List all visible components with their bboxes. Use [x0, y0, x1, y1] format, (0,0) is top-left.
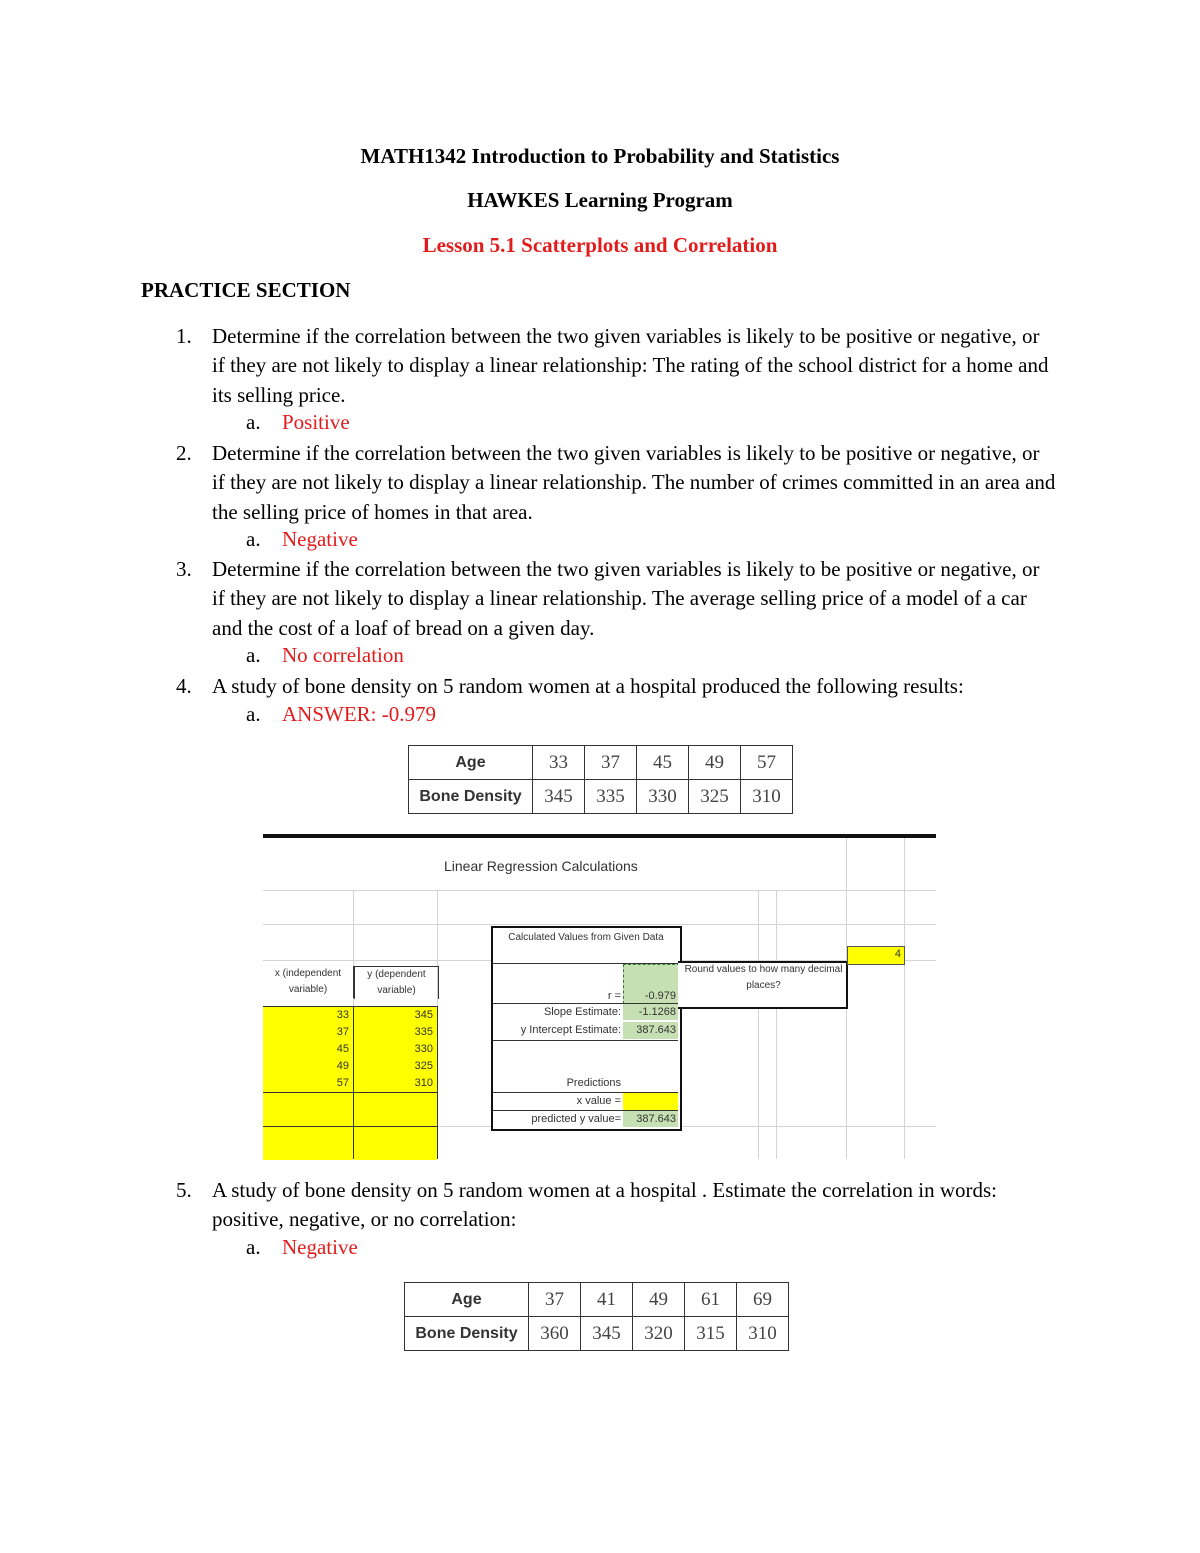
lesson-title: Lesson 5.1 Scatterplots and Correlation — [422, 233, 778, 257]
table-cell: 310 — [741, 780, 793, 814]
x-header: x (independent variable) — [263, 966, 354, 998]
calc-title: Calculated Values from Given Data — [508, 932, 664, 943]
question-4 — [176, 672, 1076, 701]
y-value: 335 — [414, 1026, 433, 1038]
table-cell: 315 — [685, 1317, 737, 1351]
table-cell: 49 — [689, 746, 741, 780]
predicted-value: 387.643 — [636, 1113, 676, 1125]
table-cell: 61 — [685, 1283, 737, 1317]
table-cell: 37 — [529, 1283, 581, 1317]
section-heading: PRACTICE SECTION — [141, 278, 351, 302]
table-cell: 310 — [737, 1317, 789, 1351]
y-value: 325 — [414, 1060, 433, 1072]
y-value: 310 — [414, 1077, 433, 1089]
question-number: 5. — [176, 1178, 192, 1202]
table-cell: 69 — [737, 1283, 789, 1317]
table-label: Age — [405, 1283, 529, 1317]
question-number: 2. — [176, 441, 192, 465]
table-cell: 330 — [637, 780, 689, 814]
round-label: Round values to how many decimal places? — [684, 964, 843, 991]
intercept-label: y Intercept Estimate: — [520, 1024, 621, 1036]
table-cell: 33 — [533, 746, 585, 780]
question-text: Determine if the correlation between the two given variables is likely to be positive or negative, or if they are not likely to display a linear relationship. The average selling price of a model of a car and the cost of a loaf of bread on a given day. — [212, 557, 1040, 640]
bone-density-table-2 — [404, 1282, 789, 1351]
answer-text: Negative — [282, 527, 358, 551]
round-value: 4 — [894, 948, 901, 960]
program-title: HAWKES Learning Program — [467, 188, 733, 212]
answer-text: ANSWER: -0.979 — [282, 702, 436, 726]
r-label: r = — [607, 990, 621, 1002]
answer-4 — [246, 702, 436, 727]
r-value: -0.979 — [644, 990, 676, 1002]
question-3 — [176, 555, 1056, 643]
predictions-label: Predictions — [566, 1077, 621, 1089]
answer-3 — [246, 643, 404, 668]
table-cell: 345 — [581, 1317, 633, 1351]
answer-text: Positive — [282, 410, 350, 434]
x-value: 57 — [336, 1077, 349, 1089]
answer-letter: a. — [246, 527, 261, 551]
question-number: 1. — [176, 324, 192, 348]
question-number: 4. — [176, 674, 192, 698]
bone-density-table-1 — [408, 745, 793, 814]
answer-text: No correlation — [282, 643, 404, 667]
table-cell: 325 — [689, 780, 741, 814]
table-cell: 345 — [533, 780, 585, 814]
x-value-input — [623, 1093, 678, 1110]
table-label: Bone Density — [405, 1317, 529, 1351]
question-text: A study of bone density on 5 random women at a hospital . Estimate the correlation in words: positive, negative, or no correlation: — [212, 1178, 998, 1232]
answer-1 — [246, 410, 350, 435]
answer-letter: a. — [246, 702, 261, 726]
question-text: Determine if the correlation between the two given variables is likely to be positive or negative, or if they are not likely to display a linear relationship: The rating of the school district for a home and its selling price. — [212, 324, 1049, 407]
table-cell: 45 — [637, 746, 689, 780]
question-number: 3. — [176, 557, 192, 581]
predicted-label: predicted y value= — [531, 1113, 621, 1125]
top-border — [263, 834, 936, 838]
answer-letter: a. — [246, 410, 261, 434]
question-text: Determine if the correlation between the two given variables is likely to be positive or negative, or if they are not likely to display a linear relationship. The number of crimes committed in an area and the selling price of homes in that area. — [212, 441, 1056, 524]
slope-value: -1.1268 — [638, 1006, 676, 1018]
question-5 — [176, 1176, 1056, 1235]
x-value: 45 — [336, 1043, 349, 1055]
table-cell: 57 — [741, 746, 793, 780]
y-value: 345 — [414, 1009, 433, 1021]
table-label: Age — [409, 746, 533, 780]
answer-text: Negative — [282, 1235, 358, 1259]
x-value: 37 — [336, 1026, 349, 1038]
course-title: MATH1342 Introduction to Probability and Statistics — [360, 144, 840, 168]
question-2 — [176, 439, 1056, 527]
answer-5 — [246, 1235, 358, 1260]
table-cell: 37 — [585, 746, 637, 780]
slope-label: Slope Estimate: — [543, 1006, 621, 1018]
table-row — [409, 780, 793, 814]
regression-spreadsheet — [263, 834, 936, 1159]
x-value-label: x value = — [576, 1095, 621, 1107]
table-label: Bone Density — [409, 780, 533, 814]
table-cell: 335 — [585, 780, 637, 814]
table-cell: 320 — [633, 1317, 685, 1351]
x-value: 49 — [336, 1060, 349, 1072]
question-text: A study of bone density on 5 random women at a hospital produced the following results: — [212, 674, 964, 698]
y-value: 330 — [414, 1043, 433, 1055]
question-1 — [176, 322, 1056, 410]
table-row — [409, 746, 793, 780]
table-row — [405, 1317, 789, 1351]
table-cell: 49 — [633, 1283, 685, 1317]
table-cell: 41 — [581, 1283, 633, 1317]
spreadsheet-title: Linear Regression Calculations — [444, 858, 638, 874]
answer-letter: a. — [246, 1235, 261, 1259]
x-value: 33 — [336, 1009, 349, 1021]
table-row — [405, 1283, 789, 1317]
answer-2 — [246, 527, 358, 552]
answer-letter: a. — [246, 643, 261, 667]
intercept-value: 387.643 — [636, 1024, 676, 1036]
y-header: y (dependent variable) — [354, 966, 439, 999]
table-cell: 360 — [529, 1317, 581, 1351]
